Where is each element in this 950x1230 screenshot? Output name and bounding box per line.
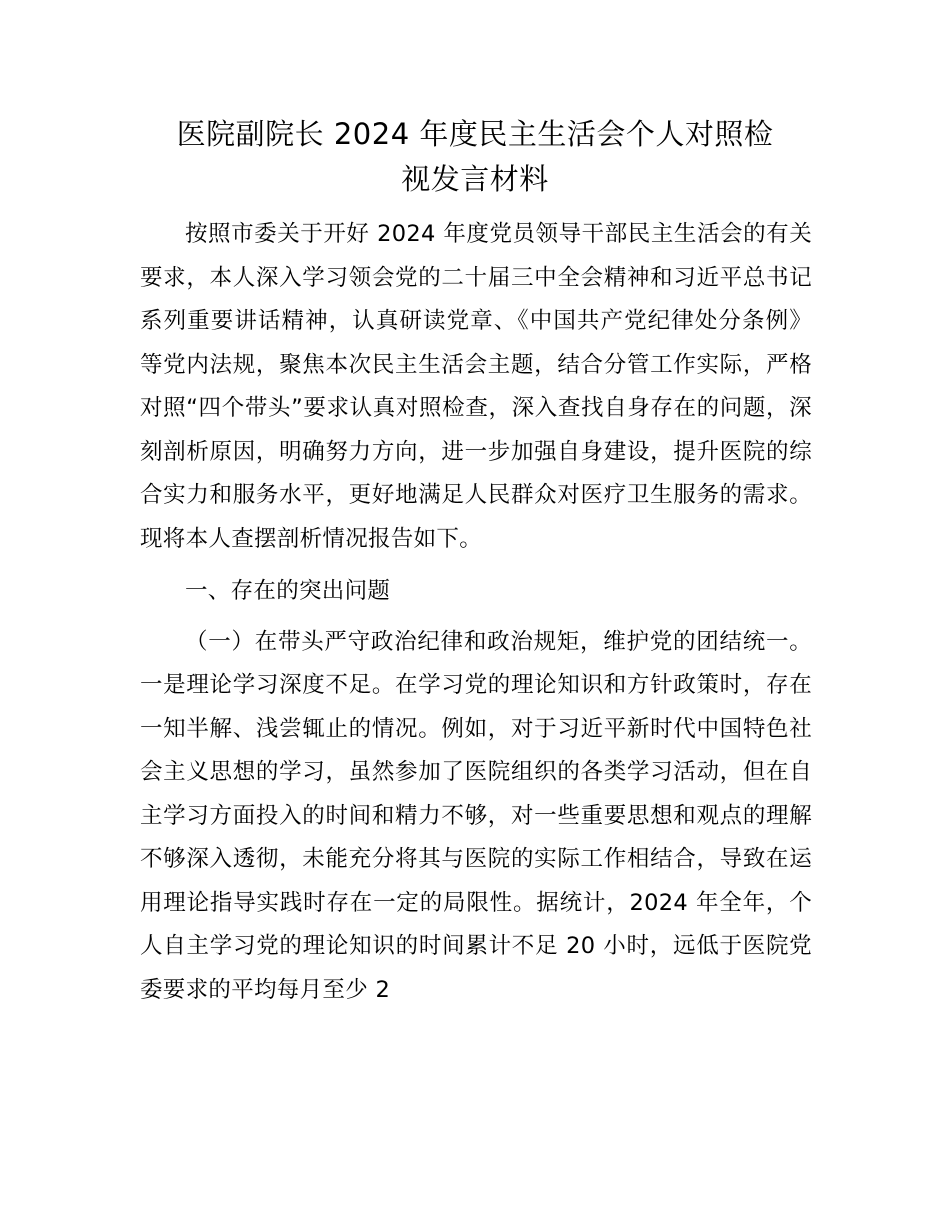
section-heading: 一、存在的突出问题 [185, 578, 391, 604]
document-body [140, 213, 812, 1012]
title-line-1: 医院副院长 2024 年度民主生活会个人对照检 [176, 117, 774, 151]
section-paragraph: （一）在带头严守政治纪律和政治规矩，维护党的团结统一。一是理论学习深度不足。在学习党的理论知识和方针政策时，存在一知半解、浅尝辄止的情况。例如，对于习近平新时代中国特色社会主义思想的学习，虽然参加了医院组织的各类学习活动，但在自主学习方面投入的时间和精力不够，对一些重要思想和观点的理解不够深入透彻，未能充分将其与医院的实际工作相结合，导致在运用理论指导实践时存在一定的局限性。据统计，2024 年全年，个人自主学习党的理论知识的时间累计不足 20 小时，远低于医院党委要求的平均每月至少 2 [140, 628, 812, 1003]
title-line-2: 视发言材料 [401, 162, 549, 196]
document-title [140, 112, 810, 202]
intro-paragraph: 按照市委关于开好 2024 年度党员领导干部民主生活会的有关要求，本人深入学习领会党的二十届三中全会精神和习近平总书记系列重要讲话精神，认真研读党章、《中国共产党纪律处分条例》等党内法规，聚焦本次民主生活会主题，结合分管工作实际，严格对照“四个带头”要求认真对照检查，深入查找自身存在的问题，深刻剖析原因，明确努力方向，进一步加强自身建设，提升医院的综合实力和服务水平，更好地满足人民群众对医疗卫生服务的需求。现将本人查摆剖析情况报告如下。 [140, 221, 812, 552]
